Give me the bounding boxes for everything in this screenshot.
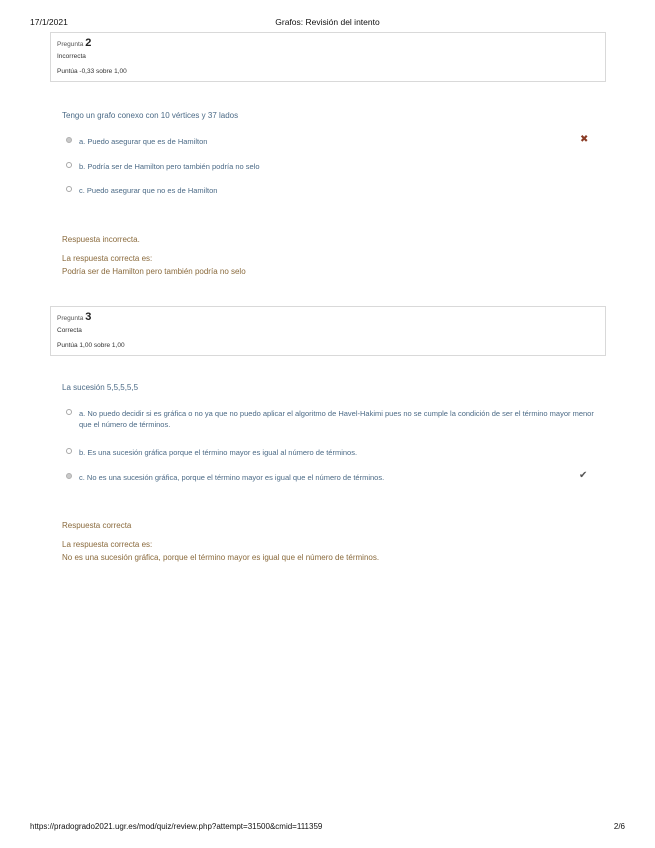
radio-icon[interactable] <box>66 448 72 454</box>
answer-option-a[interactable]: a. No puedo decidir si es gráfica o no ya que no puedo aplicar el algoritmo de Havel-Hakimi pues no se cumple la condición de ser el término mayor menor que el número de términos. <box>66 408 596 430</box>
page-number: 2/6 <box>613 822 625 831</box>
question-number: Pregunta 3 <box>57 311 92 323</box>
page-url: https://pradogrado2021.ugr.es/mod/quiz/review.php?attempt=31500&cmid=111359 <box>30 822 323 831</box>
radio-icon[interactable] <box>66 409 72 415</box>
incorrect-icon: ✖ <box>580 134 589 145</box>
answer-option-a[interactable]: a. Puedo asegurar que es de Hamilton <box>66 136 596 147</box>
question-grade: Puntúa -0,33 sobre 1,00 <box>57 68 127 75</box>
question-state: Incorrecta <box>57 53 86 60</box>
radio-selected-icon[interactable] <box>66 473 72 479</box>
radio-icon[interactable] <box>66 186 72 192</box>
question-number: Pregunta 2 <box>57 37 92 49</box>
radio-icon[interactable] <box>66 162 72 168</box>
question-grade: Puntúa 1,00 sobre 1,00 <box>57 342 125 349</box>
right-answer: La respuesta correcta es: Podría ser de Hamilton pero también podría no selo <box>62 254 246 276</box>
answer-option-c[interactable]: c. Puedo asegurar que no es de Hamilton <box>66 185 596 196</box>
radio-selected-icon[interactable] <box>66 137 72 143</box>
correct-check-icon: ✔ <box>579 470 588 481</box>
feedback-text: Respuesta incorrecta. <box>62 235 140 244</box>
feedback-text: Respuesta correcta <box>62 521 132 530</box>
question-text: Tengo un grafo conexo con 10 vértices y 37 lados <box>62 111 239 120</box>
right-answer: La respuesta correcta es: No es una sucesión gráfica, porque el término mayor es igual que el número de términos. <box>62 540 380 562</box>
answer-option-c[interactable]: c. No es una sucesión gráfica, porque el término mayor es igual que el número de términos. <box>66 472 596 483</box>
question-info-3 <box>50 306 606 356</box>
question-text: La sucesión 5,5,5,5,5 <box>62 383 139 392</box>
question-info-2 <box>50 32 606 82</box>
print-date: 17/1/2021 <box>30 17 68 27</box>
question-state: Correcta <box>57 327 82 334</box>
page-title: Grafos: Revisión del intento <box>275 17 380 27</box>
answer-option-b[interactable]: b. Podría ser de Hamilton pero también podría no selo <box>66 161 596 172</box>
answer-option-b[interactable]: b. Es una sucesión gráfica porque el término mayor es igual al número de términos. <box>66 447 596 458</box>
